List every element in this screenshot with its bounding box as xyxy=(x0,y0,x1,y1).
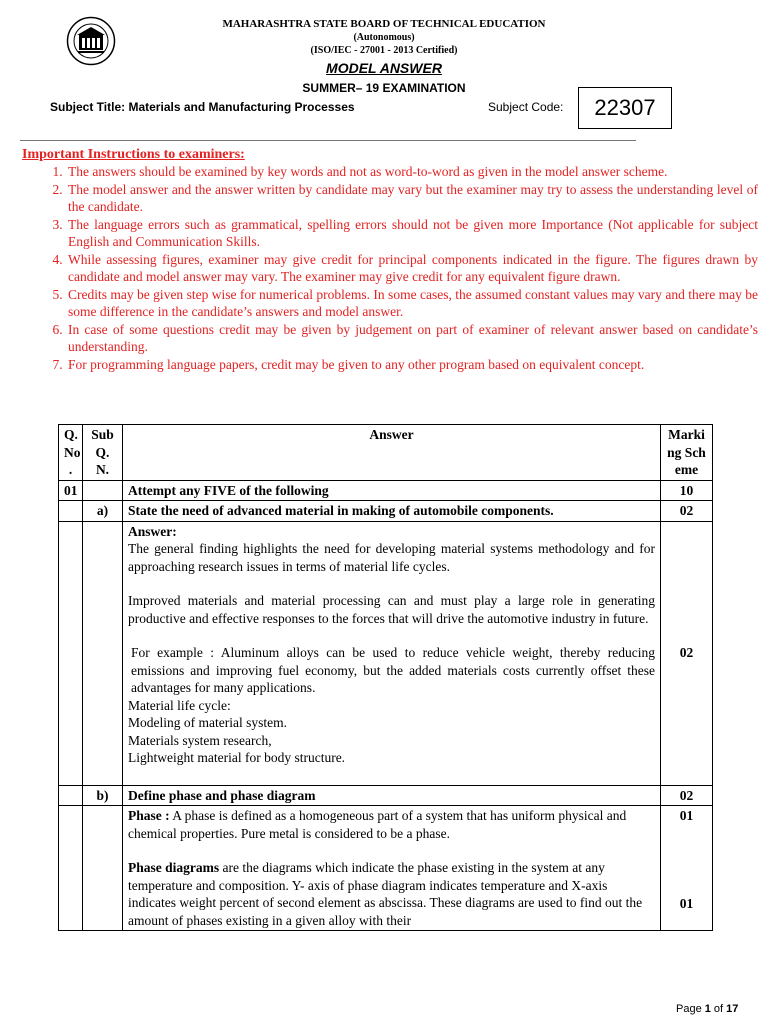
q1a-question: State the need of advanced material in making of automobile components. xyxy=(123,501,661,522)
answer-paragraph: For example : Aluminum alloys can be used to reduce vehicle weight, thereby reducing emissions and improving fuel economy, but the added materials costs currently offset these advantages for many applications. xyxy=(131,645,655,695)
phase-diagram-term: Phase diagrams xyxy=(128,860,220,875)
instruction-item: 4. While assessing figures, examiner may give credit for principal components indicated in the figure. The figures drawn by candidate and model answer may vary. The examiner may give credit for any equivalent figure drawn. xyxy=(66,251,758,286)
certification-label: (ISO/IEC - 27001 - 2013 Certified) xyxy=(310,45,458,56)
subject-title-value: Materials and Manufacturing Processes xyxy=(128,100,355,114)
q1b-question: Define phase and phase diagram xyxy=(123,785,661,806)
subject-title-prefix: Subject Title: xyxy=(50,100,129,114)
answer-paragraph: The general finding highlights the need for developing material systems methodology and for approaching research issues in terms of material life cycles. xyxy=(128,541,655,574)
header-marking: Marking Scheme xyxy=(661,425,713,481)
answer-line: Materials system research, xyxy=(128,732,272,748)
q1-sub-empty xyxy=(83,480,123,501)
q1b-ans-no-empty xyxy=(59,806,83,931)
q1a-ans-sub-empty xyxy=(83,521,123,785)
header-qno: Q. No . xyxy=(59,425,83,481)
instruction-item: 7. For programming language papers, credit may be given to any other program based on equivalent concept. xyxy=(66,356,758,374)
phase-diagram-marks: 01 xyxy=(679,895,694,911)
q1a-no-empty xyxy=(59,501,83,522)
q1b-answer-marks xyxy=(661,806,713,931)
answer-line: Lightweight material for body structure. xyxy=(128,750,346,765)
instruction-item: 1. The answers should be examined by key words and not as word-to-word as given in the model answer scheme. xyxy=(66,163,758,181)
instruction-item: 5. Credits may be given step wise for numerical problems. In some cases, the assumed constant values may vary and there may be some difference in the candidate’s answers and model answer. xyxy=(66,286,758,321)
instruction-item: 2. The model answer and the answer written by candidate may vary but the examiner may try to assess the understanding level of the candidate. xyxy=(66,181,758,216)
table-row xyxy=(59,785,713,806)
board-name: MAHARASHTRA STATE BOARD OF TECHNICAL EDUCATION xyxy=(222,18,546,30)
page-number: 1 xyxy=(704,1003,711,1015)
answer-line: Modeling of material system. xyxy=(128,715,287,730)
q1-number: 01 xyxy=(59,480,83,501)
instructions-list xyxy=(22,163,758,373)
model-answer-title: MODEL ANSWER xyxy=(326,60,442,76)
q1a-marks: 02 xyxy=(661,501,713,522)
q1a-answer-marks: 02 xyxy=(661,521,713,785)
table-row xyxy=(59,480,713,501)
autonomous-label: (Autonomous) xyxy=(353,32,415,43)
subject-code-label: Subject Code: xyxy=(488,100,564,114)
page-footer xyxy=(676,1003,738,1015)
q1a-ans-no-empty xyxy=(59,521,83,785)
table-header-row xyxy=(59,425,713,481)
instructions-title: Important Instructions to examiners: xyxy=(22,147,245,162)
table-row xyxy=(59,806,713,931)
instruction-item: 3. The language errors such as grammatical, spelling errors should not be given more Importance (Not applicable for subject English and Communication Skills. xyxy=(66,216,758,251)
phase-diagram-definition xyxy=(128,859,655,929)
instruction-item: 6. In case of some questions credit may be given by judgement on part of examiner of relevant answer based on candidate’s understanding. xyxy=(66,321,758,356)
header-subq: Sub Q. N. xyxy=(83,425,123,481)
q1b-answer xyxy=(123,806,661,931)
answer-label: Answer: xyxy=(128,523,177,539)
phase-marks: 01 xyxy=(679,808,694,823)
q1b-sub: b) xyxy=(83,785,123,806)
phase-def-text: A phase is defined as a homogeneous part of a system that has uniform physical and chemical properties. Pure metal is considered to be a phase. xyxy=(128,808,627,841)
phase-term: Phase : xyxy=(128,808,170,823)
page-prefix: Page xyxy=(676,1003,705,1015)
answer-paragraph: Improved materials and material processing can and must play a large role in generating productive and effective responses to the forces that will drive the automotive industry in future. xyxy=(128,593,655,626)
header-answer: Answer xyxy=(123,425,661,481)
q1a-answer xyxy=(123,521,661,785)
q1a-sub: a) xyxy=(83,501,123,522)
page-total: 17 xyxy=(726,1003,739,1015)
q1-marks: 10 xyxy=(661,480,713,501)
exam-title: SUMMER– 19 EXAMINATION xyxy=(302,81,466,95)
phase-definition xyxy=(128,807,655,842)
answer-line: Material life cycle: xyxy=(128,697,231,713)
table-row xyxy=(59,521,713,785)
table-row xyxy=(59,501,713,522)
q1b-marks: 02 xyxy=(661,785,713,806)
subject-title xyxy=(50,100,355,114)
page-of: of xyxy=(710,1003,727,1015)
header-divider xyxy=(20,140,636,141)
q1b-no-empty xyxy=(59,785,83,806)
subject-code-box: 22307 xyxy=(578,87,672,129)
q1-text: Attempt any FIVE of the following xyxy=(123,480,661,501)
phase-diagram-def-text: are the diagrams which indicate the phase existing in the system at any temperature and composition. Y- axis of phase diagram indicates temperature and X-axis indicates weight percent of second element as abscissa. These diagrams are used to find out the amount of phases existing in a given alloy with their xyxy=(128,860,643,928)
answer-table xyxy=(58,424,713,931)
q1b-ans-sub-empty xyxy=(83,806,123,931)
